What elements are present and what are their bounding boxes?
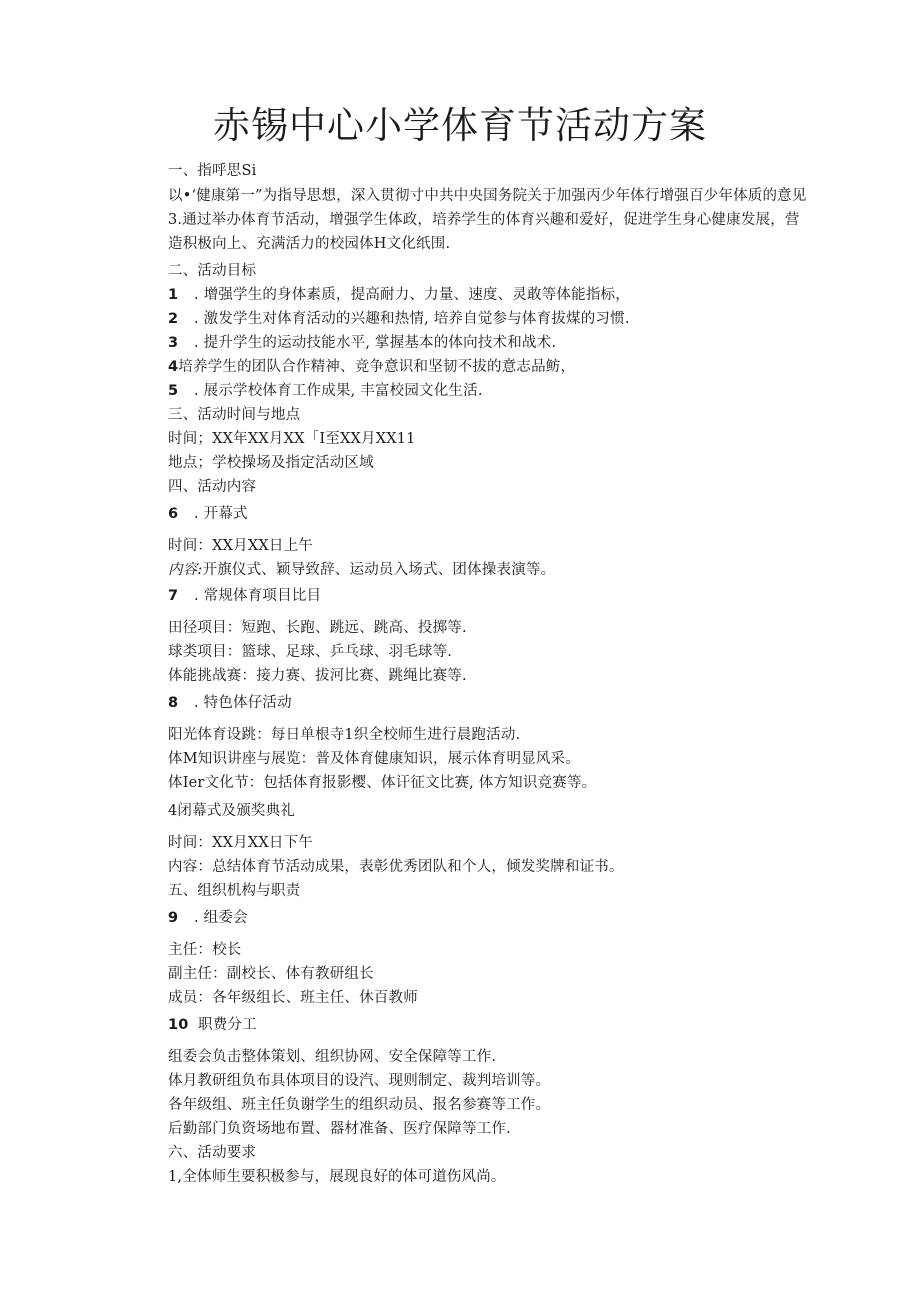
subsection-closing: 4闭幕式及颁奖典礼: [168, 803, 296, 819]
subsection-title: . 组委会: [194, 910, 248, 926]
subsection-regular-events: [168, 585, 321, 607]
content-label: 内容:: [168, 562, 203, 578]
duty-line: 组委会负击整体策划、组织协网、安全保障等工作.: [168, 1049, 497, 1065]
goal-text: . 增强学生的身体素质，提高耐力、力量、速度、灵敢等体能指标，: [194, 287, 630, 303]
goal-item: [168, 284, 630, 306]
closing-content: 内容：总结体育节活动成果，表彰优秀团队和个人，倾发奖牌和证书。: [168, 859, 624, 875]
regular-event-line: 体能挑战赛：接力赛、拔河比赛、跳绳比赛等.: [168, 668, 467, 684]
goal-item: [168, 332, 556, 354]
document-title: 赤锡中心小学体育节活动方案: [213, 104, 707, 147]
goal-text: . 提升学生的运动技能水平, 掌握基本的体向技术和战术.: [194, 335, 557, 351]
special-event-line: 阳光体育设跳：每日单根寺1织全校师生进行晨跑活动.: [168, 727, 521, 743]
section-1-paragraph: 以•‘健康第一”为指导思想，深入贯彻寸中共中央国务院关于加强丙少年体行增强百少年体质的意见3.通过举办体育节活动，增强学生体政，培养学生的体育兴趣和爱好，促进学生身心健康发展，营造积极向上、充满活力的校园体H文化纸围.: [168, 188, 807, 252]
subsection-number: 9: [168, 910, 179, 926]
goal-number: 1: [168, 287, 179, 303]
section-4-heading: 四、活动内容: [168, 479, 257, 495]
event-time: 时间；XX年XX月XX「I至XX月XX11: [168, 431, 416, 447]
goal-item: [168, 356, 575, 378]
goal-number: 2: [168, 311, 179, 327]
section-2-heading: 二、活动目标: [168, 263, 257, 279]
section-1-heading: 一、指呼思Si: [168, 163, 257, 179]
opening-time: 时间：XX月XX日上午: [168, 538, 313, 554]
committee-line: 副主任：副校长、体有教研组长: [168, 966, 374, 982]
committee-line: 主任：校长: [168, 942, 242, 958]
goal-text: 培养学生的团队合作精神、竞争意识和坚韧不拔的意志品鲂，: [178, 359, 576, 375]
section-5-heading: 五、组织机构与职责: [168, 883, 301, 899]
subsection-number: 7: [168, 588, 179, 604]
subsection-title: . 特色体仔活动: [194, 695, 292, 711]
subsection-title: . 常规体育项目比目: [194, 588, 322, 604]
content-text: 开旗仪式、颖导致辞、运动员入场式、团体操表演等。: [202, 562, 556, 578]
subsection-title: . 开幕式: [194, 506, 248, 522]
duty-line: 各年级组、班主任负谢学生的组织动员、报名参赛等工作。: [168, 1097, 551, 1113]
goal-number: 3: [168, 335, 179, 351]
goal-number: 4: [168, 359, 179, 375]
closing-time: 时间：XX月XX日下午: [168, 835, 313, 851]
duty-line: 后勤部门负资场地布置、器材准备、医疗保障等工作.: [168, 1121, 511, 1137]
subsection-duties: [168, 1014, 257, 1036]
subsection-special-events: [168, 692, 292, 714]
opening-content: [168, 559, 555, 581]
subsection-number: 8: [168, 695, 179, 711]
special-event-line: 体Ier文化节：包括体育报影樱、体讦征文比赛, 体方知识竞赛等。: [168, 775, 597, 791]
goal-text: . 激发学生对体育活动的兴趣和热情, 培养自觉参与体育拔煤的习惯.: [194, 311, 630, 327]
goal-item: [168, 380, 483, 402]
committee-line: 成员：各年级组长、班主任、休百教师: [168, 990, 418, 1006]
goal-item: [168, 308, 630, 330]
regular-event-line: 田径项目：短跑、长跑、跳远、跳高、投掷等.: [168, 620, 467, 636]
duty-line: 体月教研组负布具体项目的设汽、现则制定、裁判培训等。: [168, 1073, 551, 1089]
regular-event-line: 球类项目：篮球、足球、乒乓球、羽毛球等.: [168, 644, 453, 660]
requirement-line: 1,全体师生要积极参与，展现良好的体可道伤风尚。: [168, 1169, 506, 1185]
subsection-title: 职费分工: [198, 1017, 257, 1033]
subsection-committee: [168, 907, 248, 929]
special-event-line: 体M知识讲座与展览：普及体育健康知识，展示体育明显风采。: [168, 751, 580, 767]
section-3-heading: 三、活动时间与地点: [168, 407, 301, 423]
goal-number: 5: [168, 383, 179, 399]
goal-text: . 展示学校体育工作成果, 丰富校园文化生活.: [194, 383, 483, 399]
section-6-heading: 六、活动要求: [168, 1145, 257, 1161]
subsection-number: 10: [168, 1017, 189, 1033]
subsection-opening: [168, 503, 248, 525]
event-place: 地点；学校操场及指定活动区域: [168, 455, 374, 471]
subsection-number: 6: [168, 506, 179, 522]
